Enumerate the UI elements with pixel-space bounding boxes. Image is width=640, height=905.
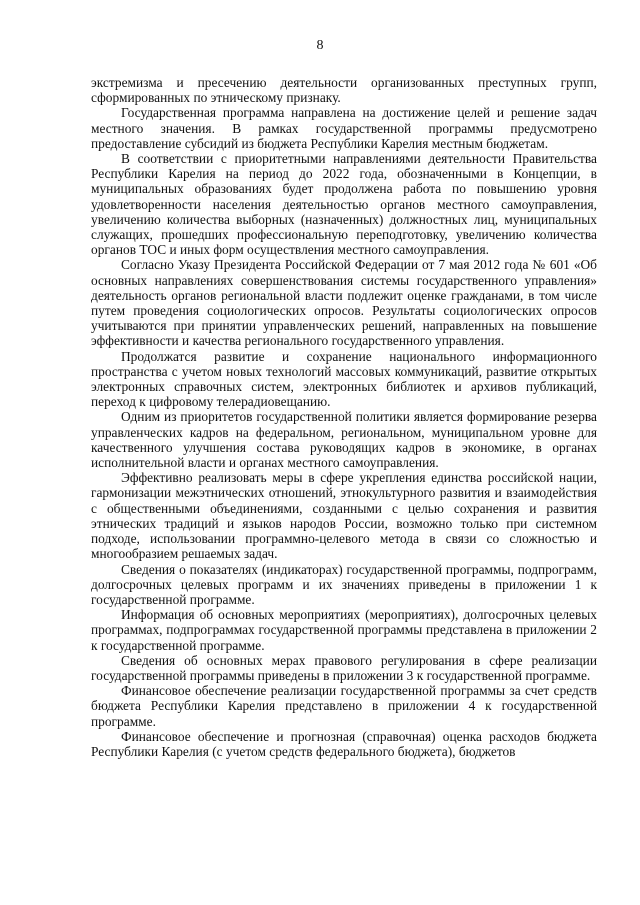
page-number: 8 — [316, 38, 324, 53]
paragraph: В соответствии с приоритетными направлениями деятельности Правительства Республики Карелия на период до 2022 года, обозначенными в Концепции, в муниципальных образованиях будет продолжена работа по повышению уровня удовлетворенности населения деятельностью органов местного самоуправления, увеличению количества выборных (назначенных) должностных лиц, муниципальных служащих, прошедших профессиональную переподготовку, увеличению количества органов ТОС и иных форм осуществления местного самоуправления. — [91, 151, 597, 258]
paragraph: Одним из приоритетов государственной политики является формирование резерва управленческих кадров на федеральном, региональном, муниципальном уровне для качественного улучшения состава руководящих кадров в экономике, в органах исполнительной власти и органах местного самоуправления. — [91, 409, 597, 471]
paragraph: Государственная программа направлена на достижение целей и решение задач местного значения. В рамках государственной программы предусмотрено предоставление субсидий из бюджета Республики Карелия местным бюджетам. — [91, 105, 597, 151]
paragraph: Финансовое обеспечение и прогнозная (справочная) оценка расходов бюджета Республики Карелия (с учетом средств федерального бюджета), бюджетов — [91, 728, 597, 759]
paragraph: Эффективно реализовать меры в сфере укрепления единства российской нации, гармонизации межэтнических отношений, этнокультурного развития и взаимодействия с общественными объединениями, созданными с целью сохранения и развития этнических традиций и языков народов России, возможно только при системном подходе, использовании программно-целевого метода в связи со сложностью и многообразием решаемых задач. — [91, 470, 597, 562]
paragraph: Продолжатся развитие и сохранение национального информационного пространства с учетом новых технологий массовых коммуникаций, развитие открытых электронных справочных систем, электронных библиотек и архивов публикаций, переход к цифровому телерадиовещанию. — [91, 348, 597, 410]
paragraph: Финансовое обеспечение реализации государственной программы за счет средств бюджета Республики Карелия представлено в приложении 4 к государственной программе. — [91, 683, 597, 729]
paragraph: Сведения о показателях (индикаторах) государственной программы, подпрограмм, долгосрочных целевых программ и их значениях приведены в приложении 1 к государственной программе. — [91, 561, 597, 607]
document-body — [91, 75, 597, 759]
paragraph: Информация об основных мероприятиях (мероприятиях), долгосрочных целевых программах, подпрограммах государственной программы представлена в приложении 2 к государственной программе. — [91, 607, 597, 653]
paragraph: экстремизма и пресечению деятельности организованных преступных групп, сформированных по этническому признаку. — [91, 75, 597, 106]
paragraph: Согласно Указу Президента Российской Федерации от 7 мая 2012 года № 601 «Об основных направлениях совершенствования системы государственного управления» деятельность органов региональной власти подлежит оценке гражданами, в том числе путем проведения социологических опросов. Результаты социологических опросов учитываются при принятии управленческих решений, направленных на повышение эффективности и качества регионального государственного управления. — [91, 257, 597, 349]
paragraph: Сведения об основных мерах правового регулирования в сфере реализации государственной программы приведены в приложении 3 к государственной программе. — [91, 652, 597, 683]
